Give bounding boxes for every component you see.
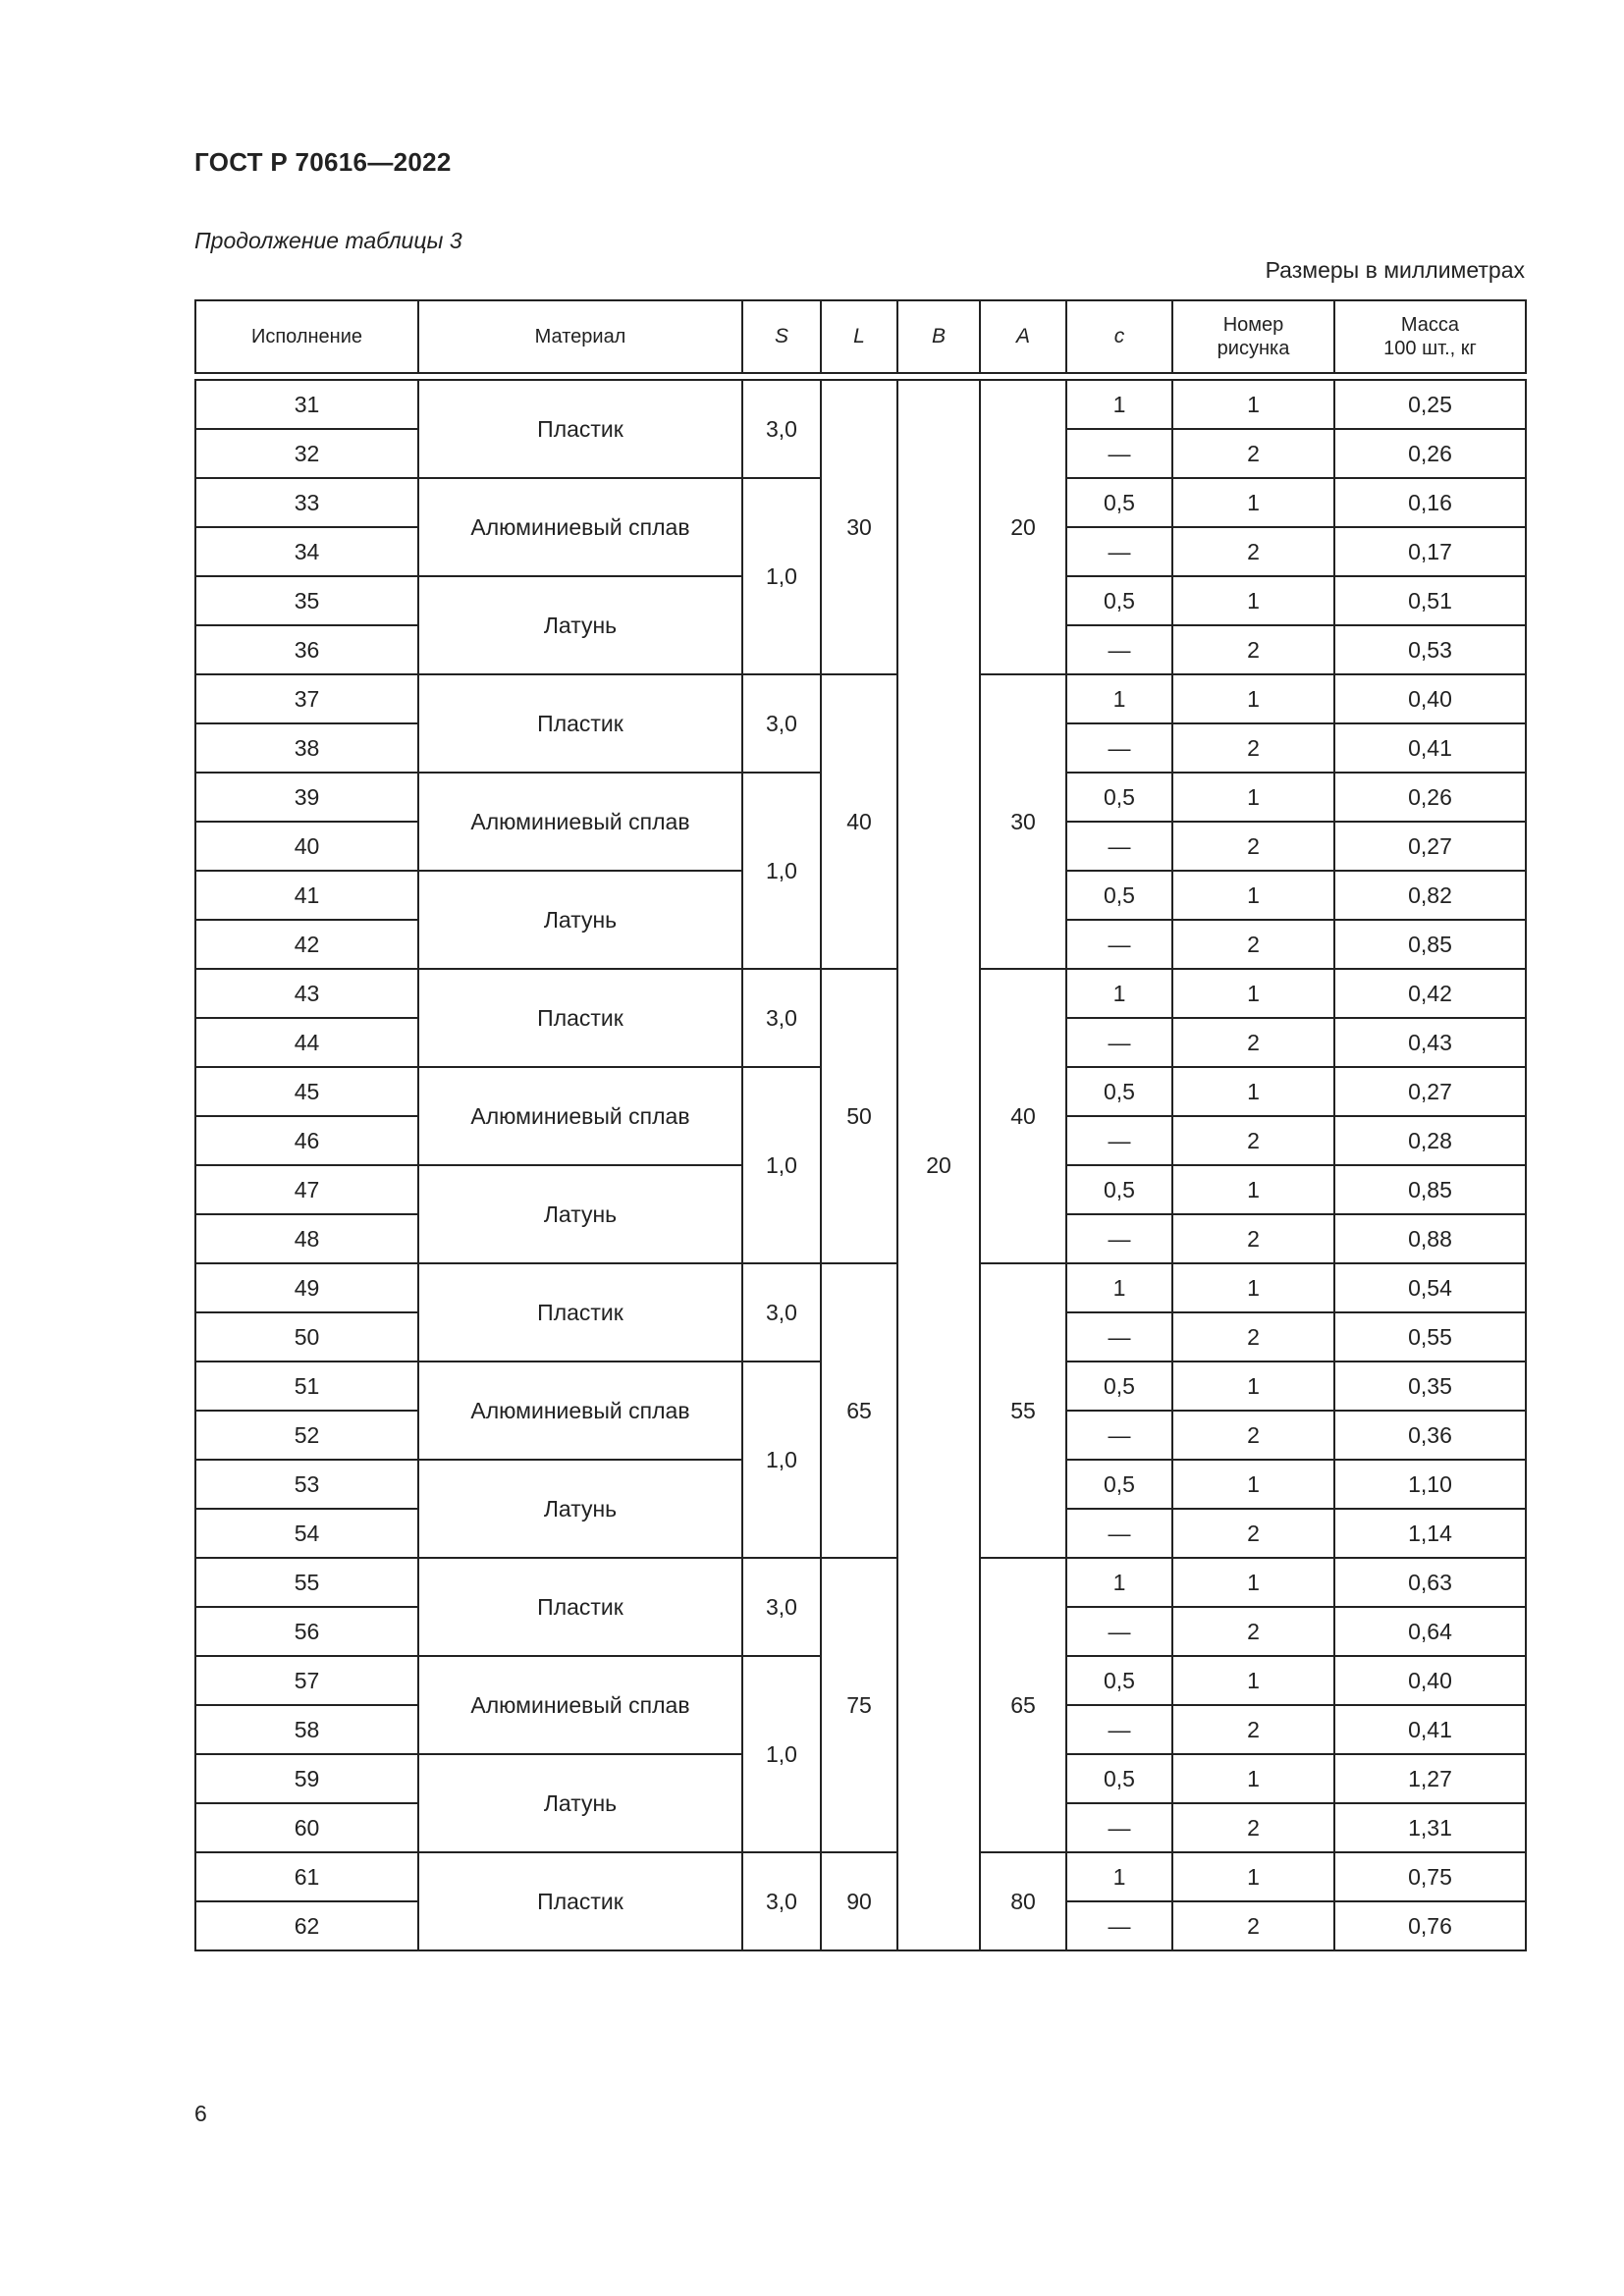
figure-number-cell: 1	[1172, 1460, 1334, 1509]
c-cell: 0,5	[1066, 1067, 1172, 1116]
mass-cell: 0,41	[1334, 1705, 1526, 1754]
material-cell: Латунь	[418, 1754, 742, 1852]
mass-header-line1: Масса	[1400, 314, 1460, 336]
table-row	[195, 1263, 1526, 1312]
mass-cell: 0,53	[1334, 625, 1526, 674]
mass-cell: 0,88	[1334, 1214, 1526, 1263]
c-cell: —	[1066, 1607, 1172, 1656]
mass-cell: 1,27	[1334, 1754, 1526, 1803]
s-cell: 1,0	[742, 1362, 821, 1558]
material-cell: Латунь	[418, 871, 742, 969]
column-header-a: A	[980, 300, 1066, 373]
column-header-variant: Исполнение	[195, 300, 418, 373]
mass-cell: 0,27	[1334, 1067, 1526, 1116]
a-cell: 40	[980, 969, 1066, 1263]
variant-cell: 53	[195, 1460, 418, 1509]
l-cell: 30	[821, 380, 897, 674]
variant-cell: 36	[195, 625, 418, 674]
mass-cell: 1,31	[1334, 1803, 1526, 1852]
figure-number-cell: 1	[1172, 1852, 1334, 1901]
figure-number-cell: 2	[1172, 1803, 1334, 1852]
a-cell: 30	[980, 674, 1066, 969]
mass-cell: 0,41	[1334, 723, 1526, 773]
c-cell: 0,5	[1066, 1362, 1172, 1411]
variant-cell: 43	[195, 969, 418, 1018]
c-cell: 1	[1066, 969, 1172, 1018]
variant-cell: 42	[195, 920, 418, 969]
c-cell: 1	[1066, 1852, 1172, 1901]
c-cell: 0,5	[1066, 1656, 1172, 1705]
figure-number-cell: 1	[1172, 1165, 1334, 1214]
figure-number-cell: 2	[1172, 1018, 1334, 1067]
variant-cell: 56	[195, 1607, 418, 1656]
l-cell: 90	[821, 1852, 897, 1950]
s-cell: 3,0	[742, 1263, 821, 1362]
c-cell: 0,5	[1066, 478, 1172, 527]
figure-number-cell: 2	[1172, 1116, 1334, 1165]
variant-cell: 34	[195, 527, 418, 576]
figure-number-cell: 2	[1172, 1312, 1334, 1362]
s-cell: 3,0	[742, 1852, 821, 1950]
variant-cell: 33	[195, 478, 418, 527]
mass-header-line2: 100 шт., кг	[1383, 338, 1477, 359]
figure-number-cell: 1	[1172, 478, 1334, 527]
figure-number-cell: 2	[1172, 1214, 1334, 1263]
figure-number-cell: 2	[1172, 822, 1334, 871]
c-cell: —	[1066, 1214, 1172, 1263]
c-cell: —	[1066, 1509, 1172, 1558]
mass-cell: 0,76	[1334, 1901, 1526, 1950]
material-cell: Латунь	[418, 1460, 742, 1558]
variant-cell: 54	[195, 1509, 418, 1558]
mass-cell: 0,54	[1334, 1263, 1526, 1312]
figure-number-cell: 2	[1172, 1509, 1334, 1558]
mass-cell: 0,28	[1334, 1116, 1526, 1165]
mass-cell: 0,36	[1334, 1411, 1526, 1460]
mass-cell: 0,27	[1334, 822, 1526, 871]
mass-cell: 0,85	[1334, 920, 1526, 969]
figure-number-cell: 1	[1172, 380, 1334, 429]
c-cell: 0,5	[1066, 576, 1172, 625]
dimensions-table	[194, 299, 1527, 1951]
c-cell: —	[1066, 723, 1172, 773]
s-cell: 1,0	[742, 1067, 821, 1263]
c-cell: 0,5	[1066, 871, 1172, 920]
header-separator	[195, 373, 1526, 380]
mass-cell: 0,63	[1334, 1558, 1526, 1607]
c-cell: —	[1066, 1803, 1172, 1852]
variant-cell: 38	[195, 723, 418, 773]
s-cell: 1,0	[742, 1656, 821, 1852]
figure-header-line2: рисунка	[1217, 338, 1290, 359]
variant-cell: 37	[195, 674, 418, 723]
mass-cell: 0,17	[1334, 527, 1526, 576]
mass-cell: 0,51	[1334, 576, 1526, 625]
figure-number-cell: 1	[1172, 1754, 1334, 1803]
figure-number-cell: 2	[1172, 1411, 1334, 1460]
variant-cell: 32	[195, 429, 418, 478]
mass-cell: 0,16	[1334, 478, 1526, 527]
a-cell: 65	[980, 1558, 1066, 1852]
figure-number-cell: 1	[1172, 773, 1334, 822]
mass-cell: 0,42	[1334, 969, 1526, 1018]
variant-cell: 35	[195, 576, 418, 625]
c-cell: —	[1066, 1705, 1172, 1754]
table-row	[195, 1852, 1526, 1901]
figure-number-cell: 1	[1172, 1263, 1334, 1312]
material-cell: Алюминиевый сплав	[418, 478, 742, 576]
mass-cell: 0,26	[1334, 773, 1526, 822]
column-header-l: L	[821, 300, 897, 373]
c-cell: —	[1066, 625, 1172, 674]
material-cell: Латунь	[418, 1165, 742, 1263]
c-cell: 0,5	[1066, 773, 1172, 822]
table-header-row	[195, 300, 1526, 373]
mass-cell: 0,55	[1334, 1312, 1526, 1362]
variant-cell: 57	[195, 1656, 418, 1705]
c-cell: 0,5	[1066, 1165, 1172, 1214]
l-cell: 75	[821, 1558, 897, 1852]
c-cell: 1	[1066, 380, 1172, 429]
figure-number-cell: 1	[1172, 674, 1334, 723]
mass-cell: 0,82	[1334, 871, 1526, 920]
s-cell: 3,0	[742, 1558, 821, 1656]
column-header-c: c	[1066, 300, 1172, 373]
material-cell: Алюминиевый сплав	[418, 1656, 742, 1754]
material-cell: Пластик	[418, 674, 742, 773]
table-row	[195, 380, 1526, 429]
a-cell: 55	[980, 1263, 1066, 1558]
column-header-figure-number	[1172, 300, 1334, 373]
material-cell: Алюминиевый сплав	[418, 1362, 742, 1460]
c-cell: —	[1066, 920, 1172, 969]
variant-cell: 59	[195, 1754, 418, 1803]
material-cell: Пластик	[418, 1852, 742, 1950]
material-cell: Пластик	[418, 1263, 742, 1362]
mass-cell: 1,14	[1334, 1509, 1526, 1558]
variant-cell: 47	[195, 1165, 418, 1214]
c-cell: —	[1066, 1116, 1172, 1165]
s-cell: 1,0	[742, 773, 821, 969]
variant-cell: 51	[195, 1362, 418, 1411]
s-cell: 3,0	[742, 674, 821, 773]
mass-cell: 0,40	[1334, 674, 1526, 723]
column-header-s: S	[742, 300, 821, 373]
variant-cell: 40	[195, 822, 418, 871]
c-cell: 0,5	[1066, 1460, 1172, 1509]
material-cell: Латунь	[418, 576, 742, 674]
units-note: Размеры в миллиметрах	[1265, 257, 1525, 283]
s-cell: 1,0	[742, 478, 821, 674]
variant-cell: 50	[195, 1312, 418, 1362]
variant-cell: 49	[195, 1263, 418, 1312]
figure-number-cell: 1	[1172, 969, 1334, 1018]
variant-cell: 48	[195, 1214, 418, 1263]
variant-cell: 44	[195, 1018, 418, 1067]
mass-cell: 0,26	[1334, 429, 1526, 478]
c-cell: —	[1066, 1018, 1172, 1067]
c-cell: —	[1066, 1411, 1172, 1460]
variant-cell: 31	[195, 380, 418, 429]
mass-cell: 1,10	[1334, 1460, 1526, 1509]
column-header-material: Материал	[418, 300, 742, 373]
s-cell: 3,0	[742, 380, 821, 478]
figure-number-cell: 2	[1172, 920, 1334, 969]
l-cell: 65	[821, 1263, 897, 1558]
table-body	[195, 380, 1526, 1950]
c-cell: —	[1066, 429, 1172, 478]
figure-number-cell: 2	[1172, 429, 1334, 478]
material-cell: Пластик	[418, 380, 742, 478]
mass-cell: 0,85	[1334, 1165, 1526, 1214]
s-cell: 3,0	[742, 969, 821, 1067]
variant-cell: 46	[195, 1116, 418, 1165]
figure-number-cell: 2	[1172, 527, 1334, 576]
page-number: 6	[194, 2101, 207, 2126]
document-title: ГОСТ Р 70616—2022	[194, 147, 452, 177]
figure-number-cell: 1	[1172, 576, 1334, 625]
material-cell: Алюминиевый сплав	[418, 773, 742, 871]
material-cell: Пластик	[418, 1558, 742, 1656]
mass-cell: 0,75	[1334, 1852, 1526, 1901]
table-row	[195, 969, 1526, 1018]
figure-number-cell: 2	[1172, 1901, 1334, 1950]
material-cell: Алюминиевый сплав	[418, 1067, 742, 1165]
figure-number-cell: 1	[1172, 1656, 1334, 1705]
material-cell: Пластик	[418, 969, 742, 1067]
table-row	[195, 1558, 1526, 1607]
mass-cell: 0,40	[1334, 1656, 1526, 1705]
variant-cell: 55	[195, 1558, 418, 1607]
c-cell: 1	[1066, 1558, 1172, 1607]
c-cell: —	[1066, 1312, 1172, 1362]
variant-cell: 45	[195, 1067, 418, 1116]
c-cell: 1	[1066, 1263, 1172, 1312]
figure-number-cell: 2	[1172, 723, 1334, 773]
figure-number-cell: 2	[1172, 1705, 1334, 1754]
variant-cell: 58	[195, 1705, 418, 1754]
a-cell: 20	[980, 380, 1066, 674]
b-cell: 20	[897, 380, 980, 1950]
variant-cell: 62	[195, 1901, 418, 1950]
column-header-b: B	[897, 300, 980, 373]
mass-cell: 0,25	[1334, 380, 1526, 429]
c-cell: —	[1066, 822, 1172, 871]
mass-cell: 0,64	[1334, 1607, 1526, 1656]
figure-number-cell: 1	[1172, 1067, 1334, 1116]
c-cell: —	[1066, 527, 1172, 576]
mass-cell: 0,35	[1334, 1362, 1526, 1411]
figure-number-cell: 1	[1172, 1362, 1334, 1411]
column-header-mass	[1334, 300, 1526, 373]
figure-number-cell: 2	[1172, 1607, 1334, 1656]
c-cell: 1	[1066, 674, 1172, 723]
variant-cell: 41	[195, 871, 418, 920]
mass-cell: 0,43	[1334, 1018, 1526, 1067]
figure-number-cell: 1	[1172, 1558, 1334, 1607]
c-cell: 0,5	[1066, 1754, 1172, 1803]
c-cell: —	[1066, 1901, 1172, 1950]
a-cell: 80	[980, 1852, 1066, 1950]
figure-number-cell: 1	[1172, 871, 1334, 920]
table-row	[195, 674, 1526, 723]
variant-cell: 52	[195, 1411, 418, 1460]
figure-number-cell: 2	[1172, 625, 1334, 674]
table-continuation-caption: Продолжение таблицы 3	[194, 228, 462, 253]
variant-cell: 61	[195, 1852, 418, 1901]
variant-cell: 39	[195, 773, 418, 822]
variant-cell: 60	[195, 1803, 418, 1852]
figure-header-line1: Номер	[1222, 314, 1284, 336]
l-cell: 40	[821, 674, 897, 969]
l-cell: 50	[821, 969, 897, 1263]
